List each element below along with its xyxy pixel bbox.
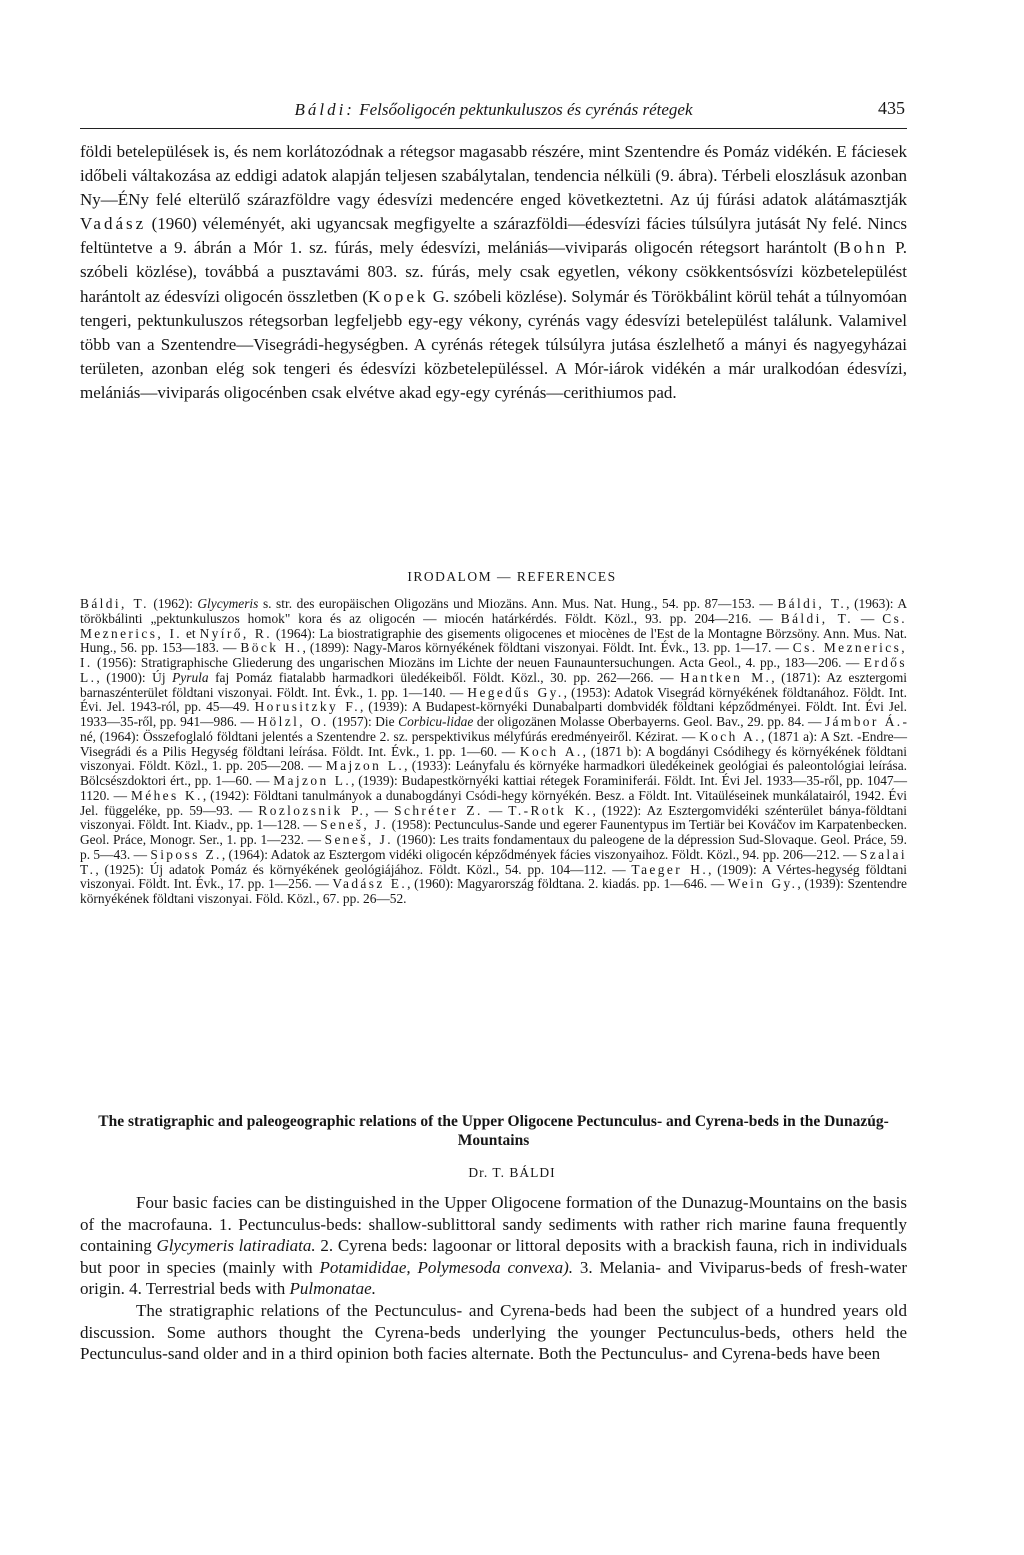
ref-author: Siposs Z. (150, 846, 222, 862)
ref-text: (1964): La biostratigraphie des gisements oligocenes et miocènes de l'Est de la Montagne Börzsöny. Ann. Mus. Nat. Hung., 56. pp. 153—183. — (80, 625, 908, 656)
ref-author: Erdős L. (80, 655, 907, 685)
ref-author: Cs. Meznerics, I. (80, 640, 907, 670)
ref-author: Wein Gy. (727, 876, 798, 892)
ref-author: Szalai T. (80, 846, 907, 877)
running-article-title: Felsőoligocén pektunkuluszos és cyrénás rétegek (359, 100, 693, 119)
running-title (80, 100, 907, 120)
ref-text: (1956): Stratigraphische Gliederung des ungarischen Miozäns im Lichte der neuen Faunauntersuchungen. Acta Geol., 4. pp., 183—206. — (92, 655, 864, 670)
body-text-segment: G. szóbeli közlése). Solymár és Törökbálint körül tehát a túlnyomóan tengeri, pektunkuluszos rétegsorban legfeljebb egy-egy vékony, cyrénás vagy édesvízi betelepülést találunk. Valamivel több van a Szentendre—Visegrádi-hegységben. A cyrénás rétegek túlsúlyra jutása észlelhető a mányi és nagyegyházai területen, azonban elég sok tengeri és édesvízi közbetelepüléssel. A Mór-iárok vidékén a már uralkodóan édesvízi, melániás—viviparás oligocénben csak elvétve akad egy-egy cyrénás—cerithiumos pad. (80, 286, 907, 402)
ref-text: s. str. des europäischen Oligozäns und Miozäns. Ann. Mus. Nat. Hung., 54. pp. 87—153. — (258, 596, 778, 611)
ref-author: Hantken M. (680, 669, 772, 685)
ref-author: Majzon L. (325, 758, 405, 774)
ref-text: (1960): Les traits fondamentaux du paleogene de la dépression Sud-Slovaque. Geol. Práce, 59. p. 5—43. — (80, 832, 907, 862)
abstract-taxon: Glycymeris latiradiata. (156, 1236, 316, 1256)
ref-taxon: Corbicu-lidae (398, 714, 474, 729)
ref-text: , (1964): Adatok az Esztergom vidéki oligocén képződmények fácies viszonyaihoz. Földt. Közl., 94. pp. 206—212. — (221, 846, 860, 862)
ref-text: , (1939): Budapestkörnyéki kattiai rétegek Foraminiferái. Földt. Int. Évi Jel. 1933—35-ről, pp. 1047—1120. — (80, 773, 907, 803)
ref-author: T.-Rotk K. (508, 802, 593, 818)
ref-text: , (1925): Új adatok Pomáz és környékének geológiájához. Földt. Közl., 54. pp. 104—112. — (95, 861, 632, 877)
ref-text: , (1899): Nagy-Maros környékének földtani viszonyai. Földt. Int. Évk., 13. pp. 1—17. — (302, 640, 793, 656)
ref-text: , (1909): A Vértes-hegység földtani viszonyai. Földt. Int. Évk., 17. pp. 1—256. — (80, 861, 907, 892)
body-text-segment: földi betelepülések is, és nem korlátozódnak a rétegsor magasabb részére, mint Szentendre és Pomáz vidékén. E fáciesek időbeli váltakozása az eddigi adatok alapján teljesen szabálytalan, tendencia nélküli (9. ábra). Térbeli eloszlásuk azonban Ny—ÉNy felé elterülő szárazföldre vagy édesvízi medencére enged következtetni. Az új fúrási adatok alátámasztják (80, 142, 907, 210)
abstract-text-segment: The stratigraphic relations of the Pectunculus- and Cyrena-beds had been the subject of a hundred years old discussion. Some authors thought the Cyrena-beds underlying the younger Pectunculus-beds, others held the Pectunculus-sand older and in a third opinion both facies alternate. Both the Pectunculus- and Cyrena-beds have been (80, 1300, 907, 1364)
ref-text: et (182, 625, 200, 641)
ref-author: Taeger H. (631, 861, 709, 877)
ref-text: , (1871): Az esztergomi barnaszénterület földtani viszonyai. Földt. Int. Évk., 1. pp. 1—140. — (80, 669, 908, 700)
ref-author: Jámbor Á. (824, 714, 903, 729)
ref-text: , (1900): Új (96, 669, 173, 685)
page-number: 435 (878, 98, 905, 118)
abstract-taxon: Pulmonatae. (289, 1279, 376, 1299)
ref-author: Böck H. (240, 640, 303, 656)
ref-text: faj Pomáz fiatalabb harmadkori üledékeiből. Földt. Közl., 30. pp. 262—266. — (208, 669, 681, 685)
cited-author-vadasz: Vadász (80, 214, 147, 234)
ref-author: Rozlozsnik P. (258, 802, 366, 818)
references-heading: IRODALOM — REFERENCES (407, 569, 617, 584)
ref-author: Koch A. (699, 728, 761, 744)
ref-author: Hegedűs Gy. (467, 684, 564, 700)
ref-author: Cs. Meznerics, I. (80, 610, 907, 641)
ref-text: , (1963): A törökbálinti „pektunkuluszos homok" kora és az oligocén — miocén határkérdés. Földt. Közl., 93. pp. 204—216. — (80, 596, 907, 626)
ref-author: Báldi, T. (780, 610, 853, 626)
ref-taxon: Pyrula (172, 669, 209, 685)
abstract-text-segment: 2. Cyrena beds: lagoonar or littoral deposits with a brackish fauna, rich in individuals but poor in species (mainly with (80, 1236, 907, 1277)
ref-author: Horusitzky F. (254, 699, 360, 715)
running-author: Báldi: (294, 100, 355, 119)
ref-author: Méhes K. (130, 787, 203, 803)
ref-text: , (1939): Szentendre környékének földtani viszonyai. Föld. Közl., 67. pp. 26—52. (80, 876, 907, 906)
abstract-text-segment: Four basic facies can be distinguished in the Upper Oligocene formation of the Dunazug-Mountains on the basis of the macrofauna. 1. Pectunculus-beds: shallow-sublittoral sandy sediments with rather rich marine fauna frequently containing (80, 1193, 907, 1256)
ref-text: , (1960): Magyarország földtana. 2. kiadás. pp. 1—646. — (407, 876, 728, 892)
ref-author: Koch A. (519, 743, 583, 759)
ref-text: -né, (1964): Összefoglaló földtani jelentés a Szentendre 2. sz. perspektivikus mélyfúrás eredményeiről. Kézirat. — (80, 714, 907, 744)
ref-text: — (852, 610, 883, 626)
ref-author: Seneš, J. (324, 832, 393, 847)
references-list (80, 597, 907, 907)
ref-text: , (1871 b): A bogdányi Csódihegy és környékének földtani viszonyai. Földt. Közl., 1. pp. 205—208. — (80, 743, 908, 774)
ref-author: Hölzl, O. (257, 714, 329, 729)
cited-author-bohn: Bohn (839, 238, 889, 258)
ref-author: Schréter Z. (394, 802, 483, 818)
ref-author: Báldi, T. (80, 596, 149, 611)
cited-author-kopek: Kopek (368, 286, 429, 306)
ref-text: der oligozänen Molasse Oberbayerns. Geol. Bav., 29. pp. 84. — (473, 714, 825, 729)
body-text-segment: (1960) véleményét, aki ugyancsak megfigyelte a szárazföldi—édesvízi fácies túlsúlyra jutását Ny felé. Nincs feltüntetve a 9. ábrán a Mór 1. sz. fúrás, mely édesvízi, melániás—viviparás oligocén rétegsort harántolt ( (80, 214, 907, 258)
ref-text: , (1933): Leányfalu és környéke harmadkori üledékeinek geológiai és paleontológiai leírása. Bölcsészdoktori ért., pp. 1—60. — (80, 758, 907, 788)
ref-author: Seneš, J. (320, 817, 389, 833)
ref-text: , (1953): Adatok Visegrád környékének földtanához. Földt. Int. Évi. Jel. 1943-ról, pp. 45—49. (80, 684, 907, 715)
ref-text: (1957): Die (328, 714, 399, 729)
abstract-text-segment: 3. Melania- and Viviparus-beds of fresh-water origin. 4. Terrestrial beds with (80, 1257, 907, 1299)
abstract-body (80, 1192, 907, 1365)
abstract-taxon: Potamididae, Polymesoda convexa). (319, 1257, 574, 1277)
ref-text: (1962): (148, 596, 198, 611)
ref-text: , — (365, 802, 395, 818)
abstract-author: Dr. T. BÁLDI (468, 1165, 556, 1180)
ref-text: , (1939): A Budapest-környéki Dunabalparti dombvidék földtani képződményei. Földt. Int. Évi Jel. 1933—35-ről, pp. 941—986. — (80, 699, 908, 729)
body-text-segment: P. szóbeli közlése), továbbá a pusztavámi 803. sz. fúrás, mely csak egyetlen, vékony csökkentsósvízi közbetelepülést harántolt az édesvízi oligocén összletben ( (80, 238, 907, 306)
ref-text: , (1871 a): A Szt. -Endre—Visegrádi és a Pilis Hegység földtani leírása. Földt. Int. Évk., 1. pp. 1—60. — (80, 728, 907, 759)
body-paragraph (80, 140, 907, 405)
ref-author: Báldi, T. (777, 596, 847, 611)
ref-text: (1958): Pectunculus-Sande und egerer Faunentypus im Tertiär bei Kováčov im Karpatenbecken. Geol. Práce, Monogr. Ser., 1. pp. 1—232. — (80, 817, 907, 847)
ref-text: , (1942): Földtani tanulmányok a dunabogdányi Csódi-hegy környékén. Besz. a Földt. Int. Vitaüléseinek munkálatairól, 1942. Évi Jel. függeléke, pp. 59—93. — (80, 787, 908, 818)
ref-taxon: Glycymeris (197, 596, 259, 611)
ref-author: Majzon L. (273, 773, 352, 788)
running-head (80, 98, 907, 129)
ref-text: — (482, 802, 509, 818)
ref-author: Nyírő, R. (199, 625, 272, 641)
ref-text: , (1922): Az Esztergomvidéki szénterület bánya-földtani viszonyai. Földt. Int. Kiadv., pp. 1—128. — (80, 802, 908, 833)
ref-author: Vadász E. (332, 876, 408, 892)
abstract-title: The stratigraphic and paleogeographic relations of the Upper Oligocene Pectunculus- and Cyrena-beds in the Dunazúg-Mountains (98, 1113, 889, 1149)
